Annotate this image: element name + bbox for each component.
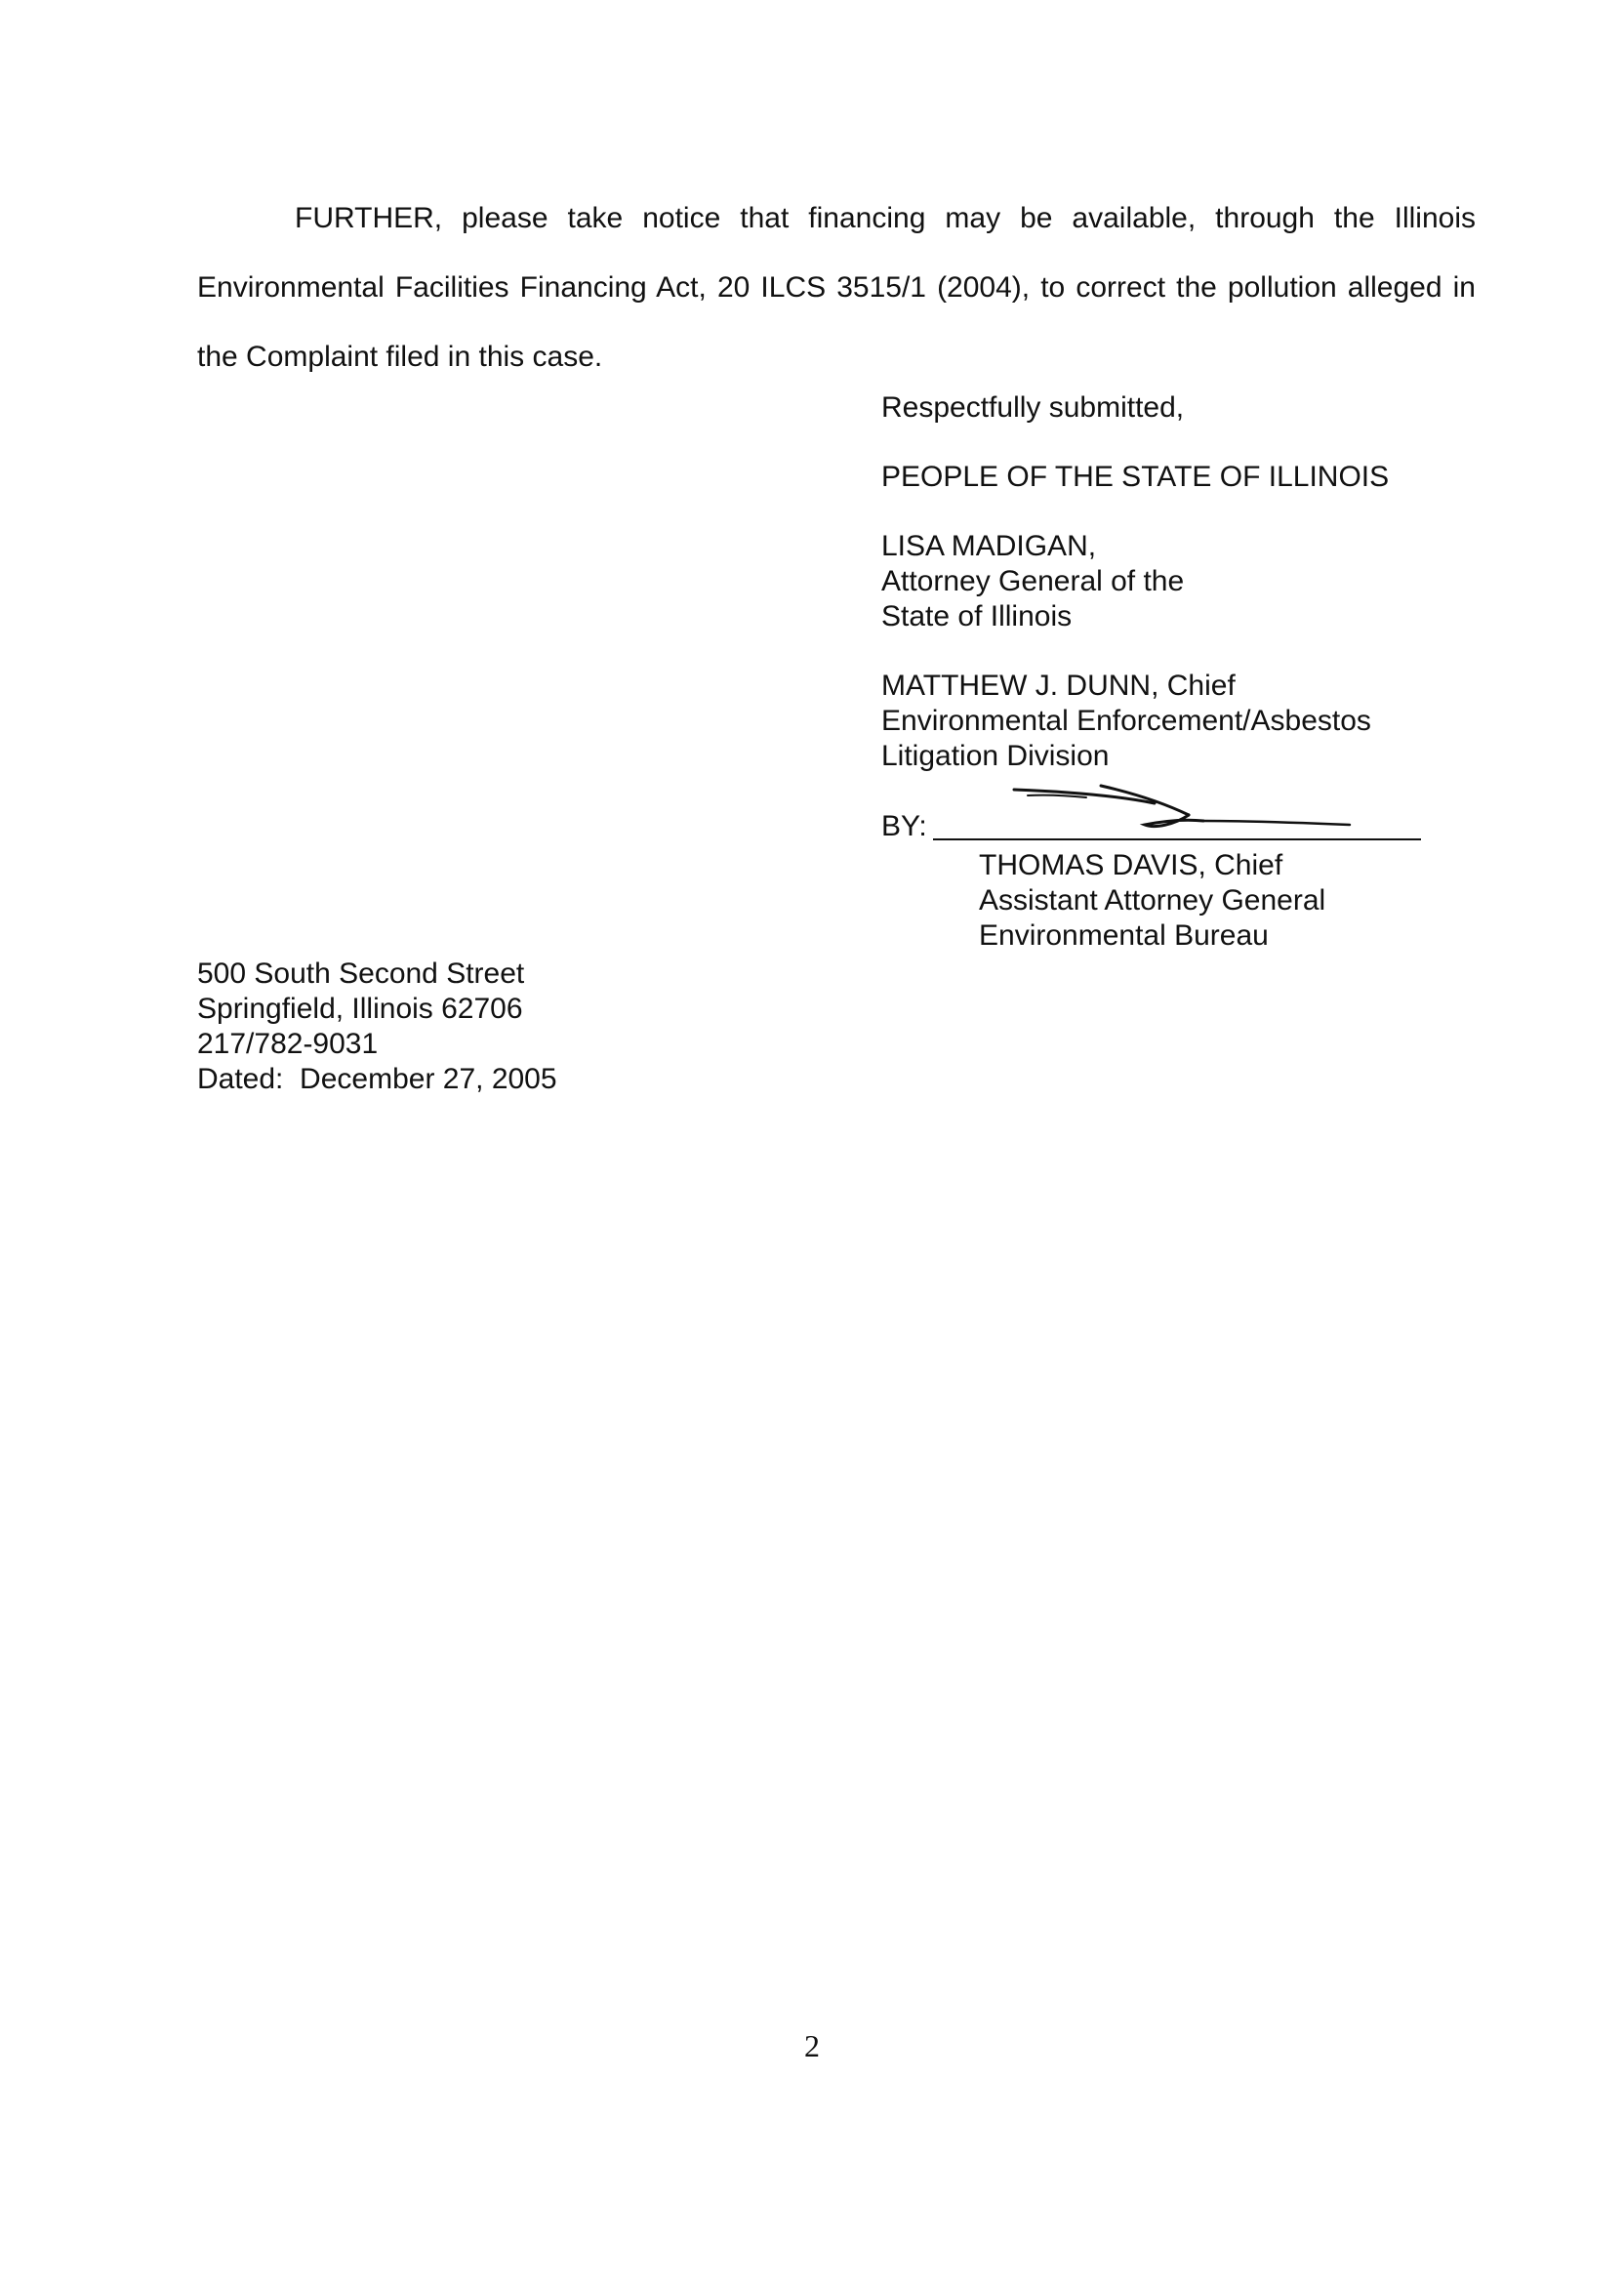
financing-notice-paragraph: FURTHER, please take notice that financing may be available, through the Illinois Environmental Facilities Financing Act, 20 ILCS 3515/1 (2004), to correct the pollution alleged in the Complaint filed in this case.: [197, 202, 1476, 373]
party-name: PEOPLE OF THE STATE OF ILLINOIS: [881, 461, 1390, 493]
signer-title: Assistant Attorney General: [979, 884, 1326, 917]
closing-line: Respectfully submitted,: [881, 391, 1185, 424]
handwritten-signature: [1008, 782, 1360, 838]
division-line-2: Litigation Division: [881, 740, 1110, 772]
division-line-1: Environmental Enforcement/Asbestos: [881, 705, 1371, 737]
by-label: BY:: [881, 810, 927, 842]
signature-rule: [933, 838, 1421, 840]
attorney-general-title-2: State of Illinois: [881, 600, 1073, 632]
signature-row: [881, 788, 1486, 848]
address-city: Springfield, Illinois 62706: [197, 993, 523, 1025]
address-street: 500 South Second Street: [197, 958, 525, 990]
attorney-general-title-1: Attorney General of the: [881, 565, 1185, 597]
signer-name: THOMAS DAVIS, Chief: [979, 849, 1283, 881]
signer-bureau: Environmental Bureau: [979, 919, 1269, 952]
attorney-general-name: LISA MADIGAN,: [881, 530, 1097, 562]
address-block: [197, 957, 557, 1097]
address-phone: 217/782-9031: [197, 1028, 379, 1060]
division-chief-name: MATTHEW J. DUNN, Chief: [881, 670, 1236, 702]
page-number: 2: [804, 2028, 820, 2063]
signature-block: [881, 390, 1486, 954]
address-dated: Dated: December 27, 2005: [197, 1063, 557, 1095]
